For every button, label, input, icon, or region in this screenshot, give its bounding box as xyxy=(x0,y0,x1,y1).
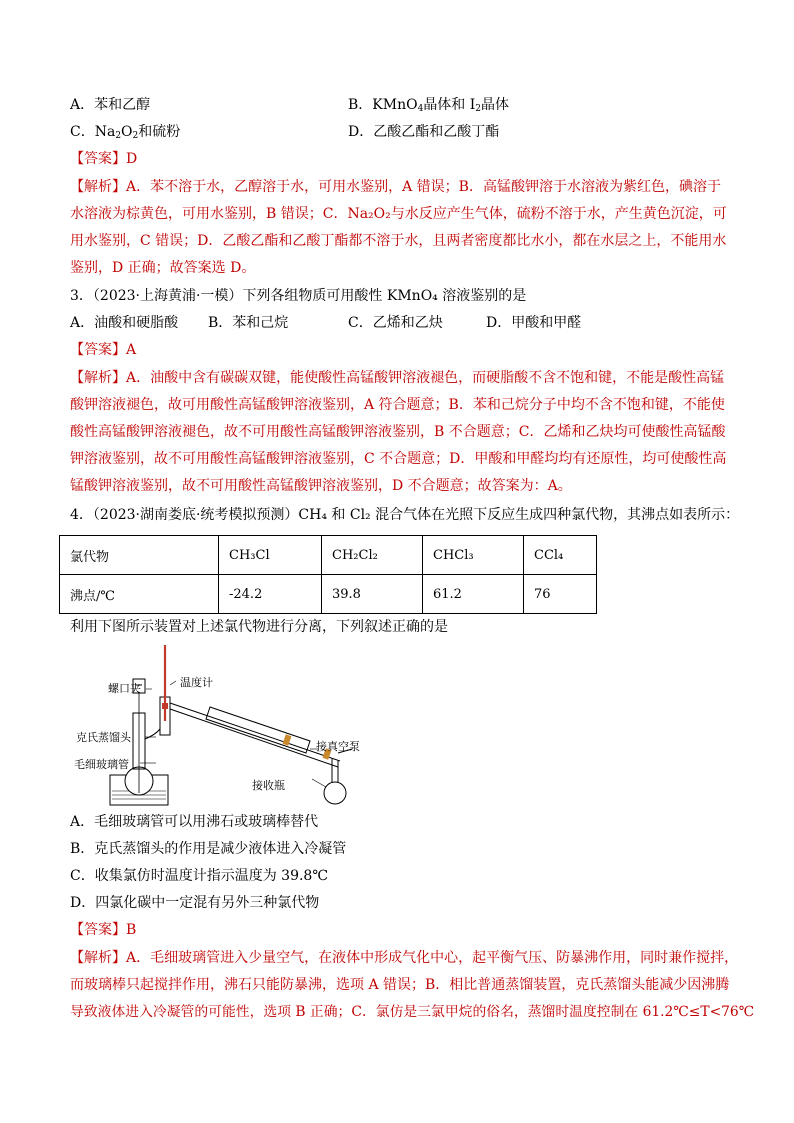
q3-analysis-line-1: 【解析】A．油酸中含有碳碳双键，能使酸性高锰酸钾溶液褪色，而硬脂酸不含不饱和键，不能是酸性高锰 xyxy=(70,370,725,386)
q2-option-a: A．苯和乙醇 xyxy=(70,97,151,113)
q2-option-c: C．$Na_2O_2$和硫粉 xyxy=(70,124,181,141)
table-cell: 氯代物 xyxy=(60,536,219,575)
table-cell: 沸点/℃ xyxy=(60,575,219,614)
table-cell: CH₂Cl₂ xyxy=(322,536,423,575)
q3-analysis-line-2: 酸钾溶液褪色，故可用酸性高锰酸钾溶液鉴别，A 符合题意；B．苯和己烷分子中均不含不饱和键，不能使 xyxy=(70,397,725,413)
label-capillary: 毛细玻璃管 xyxy=(74,758,129,771)
q2-option-d: D．乙酸乙酯和乙酸丁酯 xyxy=(348,124,500,140)
q3-analysis-line-4: 钾溶液鉴别，故不可用酸性高锰酸钾溶液鉴别，C 不合题意；D．甲酸和甲醛均均有还原性，均可使酸性高 xyxy=(70,451,727,467)
q3-analysis-line-3: 酸性高锰酸钾溶液褪色，故不可用酸性高锰酸钾溶液鉴别，B 不合题意；C．乙烯和乙炔均可使酸性高锰酸 xyxy=(70,424,726,440)
q4-analysis-line-1: 【解析】A．毛细玻璃管进入少量空气，在液体中形成气化中心，起平衡气压、防暴沸作用，同时兼作搅拌， xyxy=(70,950,739,966)
receiver-flask xyxy=(324,782,346,804)
q2-option-b: B．KMnO$_4$晶体和 $I_2$晶体 xyxy=(348,97,510,114)
label-screw-clamp: 螺口夹 xyxy=(108,682,141,695)
label-vacuum-pump: 接真空泵 xyxy=(316,740,360,753)
q4-stem: 4．（2023·湖南娄底·统考模拟预测）CH₄ 和 Cl₂ 混合气体在光照下反应生成四种氯代物，其沸点如表所示： xyxy=(70,507,740,523)
q3-option-a: A．油酸和硬脂酸 xyxy=(70,315,179,331)
q4-answer: 【答案】B xyxy=(70,922,137,938)
boiling-point-table xyxy=(59,535,597,614)
table-cell: CH₃Cl xyxy=(219,536,322,575)
q4-analysis-line-3: 导致液体进入冷凝管的可能性，选项 B 正确；C．氯仿是三氯甲烷的俗名，蒸馏时温度控制在 61.2℃≤T<76℃ xyxy=(70,1004,755,1020)
q3-option-d: D．甲酸和甲醛 xyxy=(486,315,582,331)
q2-analysis-line-1: 【解析】A．苯不溶于水，乙醇溶于水，可用水鉴别，A 错误；B．高锰酸钾溶于水溶液为紫红色，碘溶于 xyxy=(70,179,721,195)
q2-analysis-line-2: 水溶液为棕黄色，可用水鉴别，B 错误；C．Na₂O₂与水反应产生气体，硫粉不溶于水，产生黄色沉淀，可 xyxy=(70,206,727,222)
q4-analysis-line-2: 而玻璃棒只起搅拌作用，沸石只能防暴沸，选项 A 错误；B．相比普通蒸馏装置，克氏蒸馏头能减少因沸腾 xyxy=(70,977,730,993)
label-thermometer: 温度计 xyxy=(180,676,213,689)
label-receiver: 接收瓶 xyxy=(252,779,285,792)
q2-analysis-line-4: 鉴别，D 正确；故答案选 D。 xyxy=(70,260,256,276)
condenser xyxy=(206,707,310,753)
distillation-apparatus-figure xyxy=(100,643,360,813)
q4-prompt: 利用下图所示装置对上述氯代物进行分离，下列叙述正确的是 xyxy=(70,619,448,635)
table-cell: -24.2 xyxy=(219,575,322,614)
q3-analysis-line-5: 锰酸钾溶液鉴别，故不可用酸性高锰酸钾溶液鉴别，D 不合题意；故答案为：A。 xyxy=(70,478,572,494)
table-cell: CHCl₃ xyxy=(423,536,524,575)
table-row xyxy=(60,536,597,575)
q3-answer: 【答案】A xyxy=(70,342,137,358)
q2-analysis-line-3: 用水鉴别，C 错误；D．乙酸乙酯和乙酸丁酯都不溶于水，且两者密度都比水小，都在水层之上，不能用水 xyxy=(70,233,727,249)
q3-option-c: C．乙烯和乙炔 xyxy=(348,315,443,331)
table-cell: 61.2 xyxy=(423,575,524,614)
q4-option-b: B．克氏蒸馏头的作用是减少液体进入冷凝管 xyxy=(70,841,347,857)
q4-option-a: A．毛细玻璃管可以用沸石或玻璃棒替代 xyxy=(70,814,319,830)
table-cell: 39.8 xyxy=(322,575,423,614)
q2-answer: 【答案】D xyxy=(70,151,138,167)
q3-stem: 3．（2023·上海黄浦·一模）下列各组物质可用酸性 KMnO₄ 溶液鉴别的是 xyxy=(70,288,527,304)
q3-option-b: B．苯和己烷 xyxy=(208,315,289,331)
q4-option-d: D．四氯化碳中一定混有另外三种氯代物 xyxy=(70,895,320,911)
q4-option-c: C．收集氯仿时温度计指示温度为 39.8℃ xyxy=(70,868,328,884)
table-cell: 76 xyxy=(524,575,597,614)
table-cell: CCl₄ xyxy=(524,536,597,575)
label-claisen-head: 克氏蒸馏头 xyxy=(76,731,131,744)
table-row xyxy=(60,575,597,614)
